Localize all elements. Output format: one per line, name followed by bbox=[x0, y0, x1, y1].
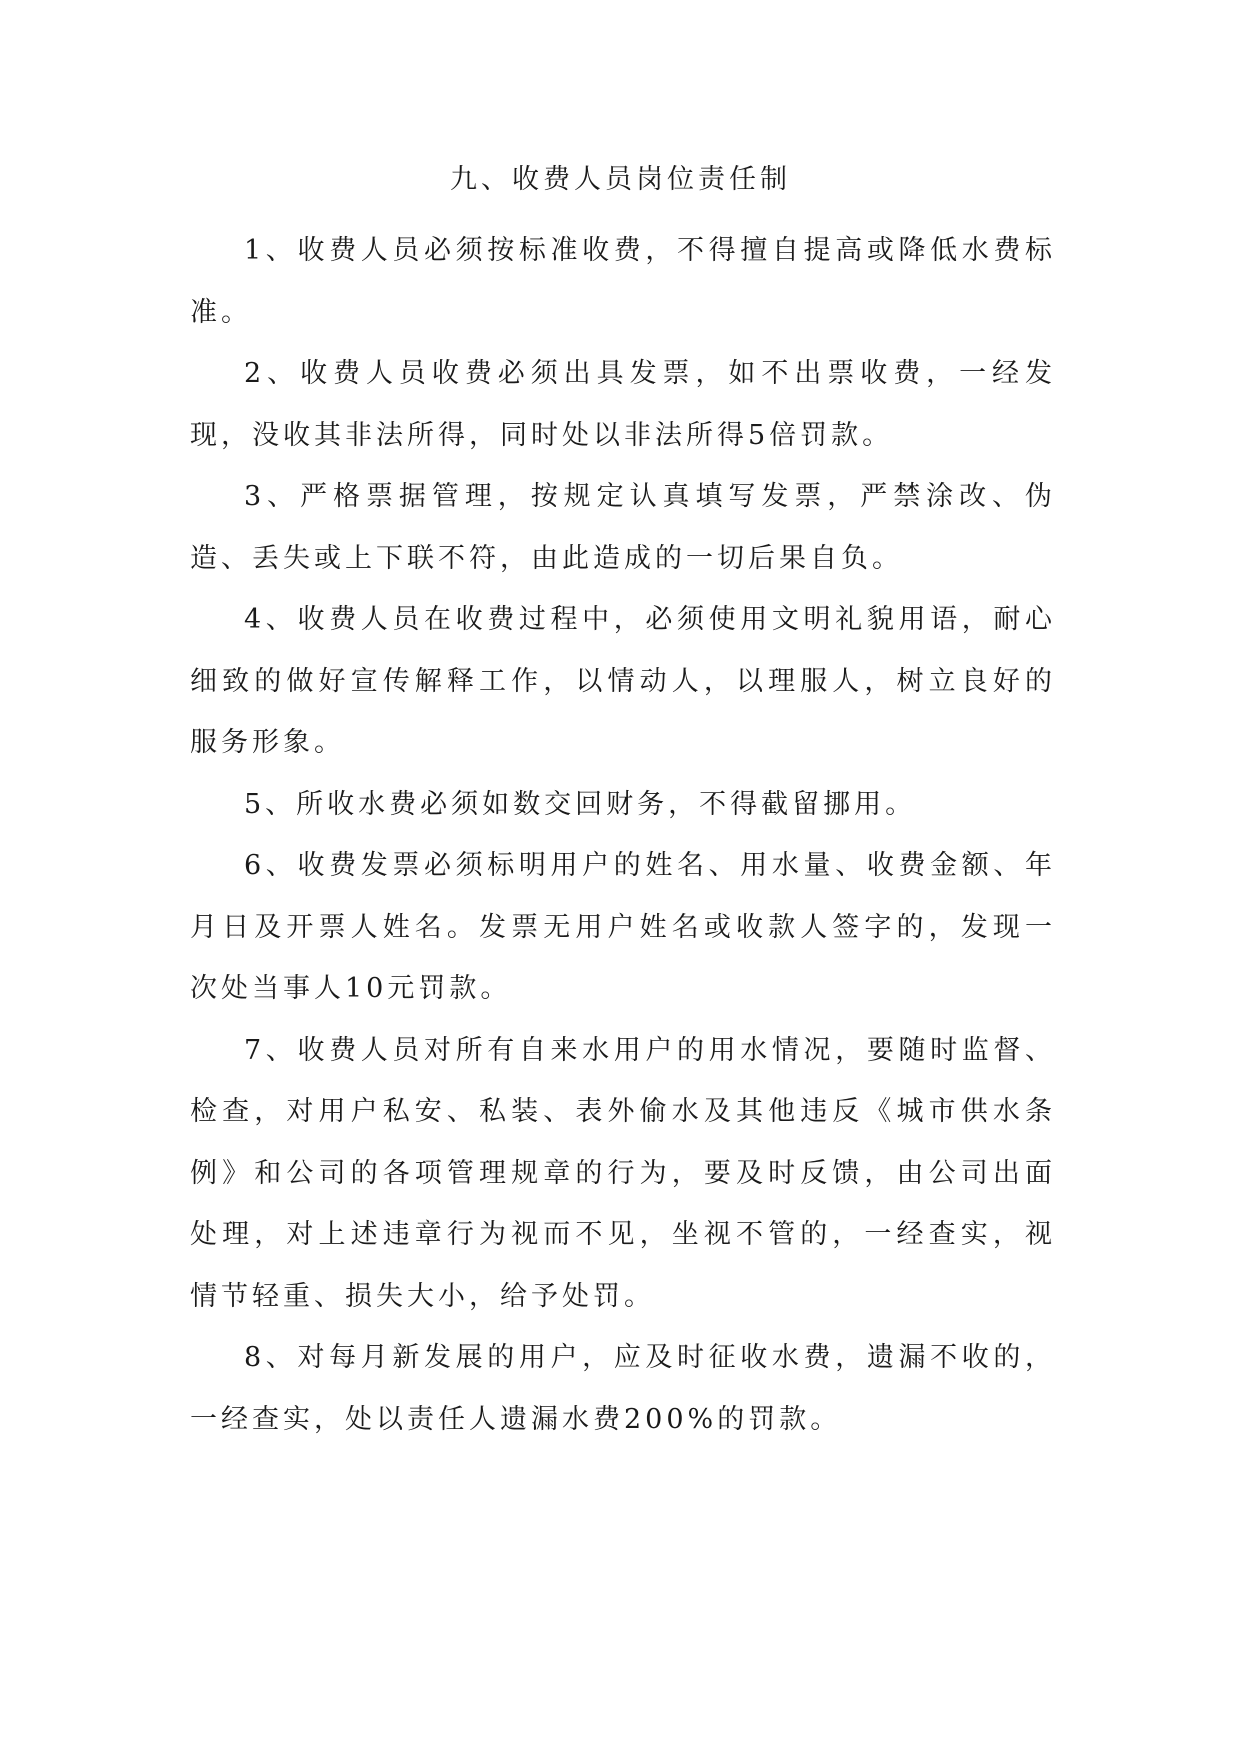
paragraph-4: 4、收费人员在收费过程中，必须使用文明礼貌用语，耐心细致的做好宣传解释工作，以情动人，以理服人，树立良好的服务形象。 bbox=[190, 604, 1056, 758]
paragraph-6: 6、收费发票必须标明用户的姓名、用水量、收费金额、年月日及开票人姓名。发票无用户姓名或收款人签字的，发现一次处当事人10元罚款。 bbox=[190, 850, 1056, 1004]
document-title: 九、收费人员岗位责任制 bbox=[450, 164, 791, 195]
paragraph-1: 1、收费人员必须按标准收费，不得擅自提高或降低水费标准。 bbox=[190, 235, 1056, 328]
document-body bbox=[190, 220, 1056, 1450]
paragraph-5: 5、所收水费必须如数交回财务，不得截留挪用。 bbox=[244, 788, 917, 820]
paragraph-3: 3、严格票据管理，按规定认真填写发票，严禁涂改、伪造、丢失或上下联不符，由此造成的一切后果自负。 bbox=[190, 481, 1056, 574]
paragraph-8: 8、对每月新发展的用户，应及时征收水费，遗漏不收的，一经查实，处以责任人遗漏水费200%的罚款。 bbox=[190, 1342, 1056, 1435]
paragraph-7: 7、收费人员对所有自来水用户的用水情况，要随时监督、检查，对用户私安、私装、表外偷水及其他违反《城市供水条例》和公司的各项管理规章的行为，要及时反馈，由公司出面处理，对上述违章行为视而不见，坐视不管的，一经查实，视情节轻重、损失大小，给予处罚。 bbox=[190, 1034, 1056, 1312]
paragraph-2: 2、收费人员收费必须出具发票，如不出票收费，一经发现，没收其非法所得，同时处以非法所得5倍罚款。 bbox=[190, 358, 1056, 451]
